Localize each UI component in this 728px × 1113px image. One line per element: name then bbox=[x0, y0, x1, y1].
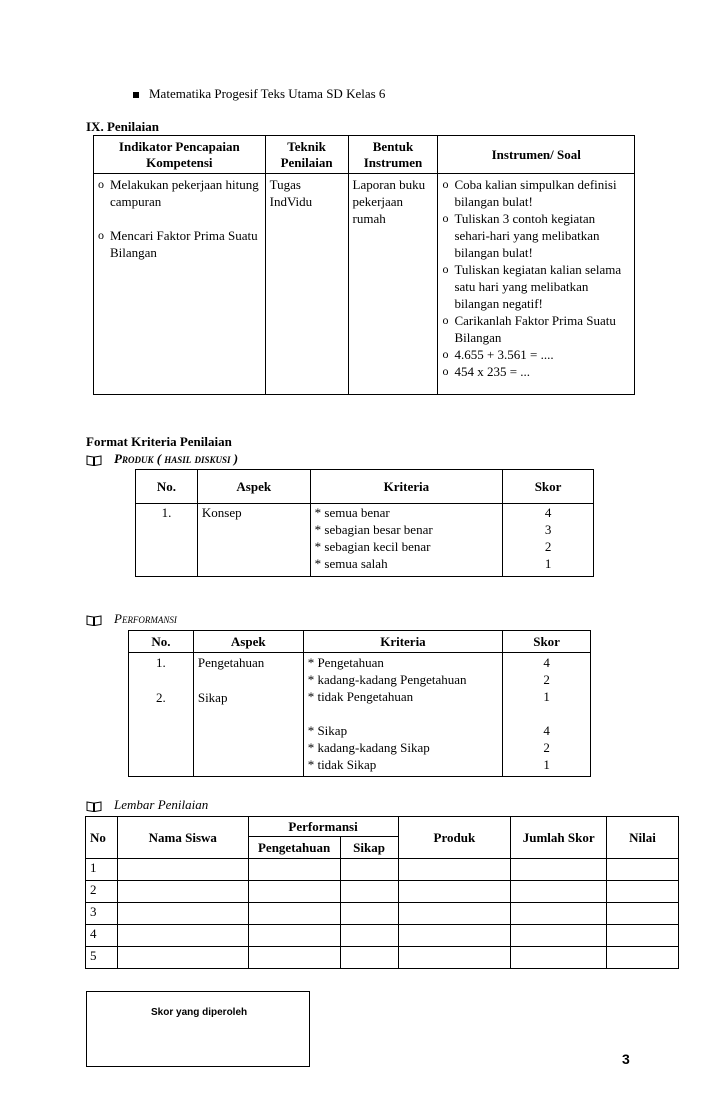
produk-header-kriteria: Kriteria bbox=[310, 470, 503, 504]
perf-no: 2. bbox=[156, 690, 166, 705]
indikator-cell bbox=[94, 174, 266, 395]
top-bullet bbox=[133, 86, 385, 102]
header-soal: Instrumen/ Soal bbox=[438, 136, 635, 174]
section-title: IX. Penilaian bbox=[86, 119, 159, 134]
perf-aspek: Sikap bbox=[197, 690, 228, 705]
kriteria-line: * Pengetahuan bbox=[307, 655, 384, 670]
perf-kriteria-cell bbox=[303, 653, 502, 777]
book-icon bbox=[86, 801, 102, 812]
table-row bbox=[129, 653, 591, 777]
skor-box-label: Skor yang diperoleh bbox=[151, 1007, 248, 1018]
soal-item: o Tuliskan 3 contoh kegiatan sehari-hari yang melibatkan bilangan bulat! bbox=[442, 210, 630, 261]
soal-item: o Coba kalian simpulkan definisi bilangan bulat! bbox=[442, 176, 630, 210]
lembar-header-nama: Nama Siswa bbox=[117, 817, 248, 859]
performansi-label: Performansi bbox=[114, 611, 177, 626]
lembar-heading bbox=[86, 797, 208, 813]
soal-item: o 454 x 235 = ... bbox=[442, 363, 630, 380]
lembar-header-produk: Produk bbox=[398, 817, 511, 859]
indikator-item: o Melakukan pekerjaan hitung campuran bbox=[98, 176, 261, 210]
row-no: 2 bbox=[86, 881, 118, 903]
lembar-header-sikap: Sikap bbox=[340, 837, 398, 859]
assessment-table bbox=[93, 135, 635, 395]
performansi-table bbox=[128, 630, 591, 777]
kriteria-line: * tidak Sikap bbox=[307, 757, 377, 772]
produk-header-skor: Skor bbox=[503, 470, 594, 504]
perf-aspek-cell bbox=[193, 653, 303, 777]
skor-value: 1 bbox=[544, 556, 552, 571]
teknik-cell: Tugas IndVidu bbox=[265, 174, 348, 395]
header-bentuk: Bentuk Instrumen bbox=[348, 136, 438, 174]
bentuk-cell: Laporan buku pekerjaan rumah bbox=[348, 174, 438, 395]
skor-value: 1 bbox=[543, 689, 550, 704]
row-no: 1 bbox=[86, 859, 118, 881]
kriteria-line: * sebagian besar benar bbox=[314, 522, 433, 537]
lembar-header-performansi: Performansi bbox=[248, 817, 398, 837]
table-row bbox=[86, 881, 679, 903]
skor-value: 2 bbox=[543, 740, 550, 755]
table-row bbox=[86, 925, 679, 947]
skor-box bbox=[86, 991, 310, 1067]
perf-header-no: No. bbox=[129, 631, 194, 653]
produk-table bbox=[135, 469, 594, 577]
book-icon bbox=[86, 615, 102, 626]
produk-label: Produk ( hasil diskusi ) bbox=[114, 451, 239, 466]
skor-value: 2 bbox=[543, 672, 550, 687]
skor-value: 4 bbox=[544, 505, 552, 520]
skor-value: 1 bbox=[543, 757, 550, 772]
kriteria-line: * semua benar bbox=[314, 505, 390, 520]
perf-no-cell bbox=[129, 653, 194, 777]
skor-value: 2 bbox=[544, 539, 552, 554]
soal-cell bbox=[438, 174, 635, 395]
produk-aspek: Konsep bbox=[197, 504, 310, 577]
lembar-table bbox=[85, 816, 679, 969]
table-row bbox=[86, 859, 679, 881]
skor-value: 4 bbox=[543, 723, 550, 738]
kriteria-line: * kadang-kadang Sikap bbox=[307, 740, 430, 755]
perf-header-skor: Skor bbox=[503, 631, 591, 653]
perf-header-kriteria: Kriteria bbox=[303, 631, 502, 653]
kriteria-line: * semua salah bbox=[314, 556, 388, 571]
kriteria-line: * Sikap bbox=[307, 723, 348, 738]
table-row bbox=[86, 903, 679, 925]
lembar-header-jumlah: Jumlah Skor bbox=[511, 817, 607, 859]
square-bullet-icon bbox=[133, 92, 139, 98]
kriteria-line: * tidak Pengetahuan bbox=[307, 689, 414, 704]
table-row bbox=[136, 504, 594, 577]
book-icon bbox=[86, 455, 102, 466]
produk-header-aspek: Aspek bbox=[197, 470, 310, 504]
skor-value: 3 bbox=[544, 522, 552, 537]
format-title: Format Kriteria Penilaian bbox=[86, 434, 232, 449]
indikator-item: o Mencari Faktor Prima Suatu Bilangan bbox=[98, 227, 261, 261]
perf-no: 1. bbox=[156, 655, 166, 670]
produk-heading bbox=[86, 451, 238, 467]
kriteria-line: * kadang-kadang Pengetahuan bbox=[307, 672, 467, 687]
performansi-heading bbox=[86, 611, 177, 627]
soal-item: o Tuliskan kegiatan kalian selama satu hari yang melibatkan bilangan negatif! bbox=[442, 261, 630, 312]
top-bullet-text: Matematika Progesif Teks Utama SD Kelas 6 bbox=[149, 86, 386, 101]
lembar-header-nilai: Nilai bbox=[607, 817, 679, 859]
header-teknik: Teknik Penilaian bbox=[265, 136, 348, 174]
lembar-header-pengetahuan: Pengetahuan bbox=[248, 837, 340, 859]
produk-no: 1. bbox=[136, 504, 198, 577]
row-no: 5 bbox=[86, 947, 118, 969]
perf-header-aspek: Aspek bbox=[193, 631, 303, 653]
lembar-header-no: No bbox=[86, 817, 118, 859]
skor-value: 4 bbox=[543, 655, 550, 670]
produk-skor bbox=[503, 504, 594, 577]
page-number: 3 bbox=[622, 1051, 630, 1067]
row-no: 3 bbox=[86, 903, 118, 925]
perf-skor-cell bbox=[503, 653, 591, 777]
perf-aspek: Pengetahuan bbox=[197, 655, 265, 670]
lembar-label: Lembar Penilaian bbox=[114, 797, 209, 812]
kriteria-line: * sebagian kecil benar bbox=[314, 539, 431, 554]
soal-item: o 4.655 + 3.561 = .... bbox=[442, 346, 630, 363]
table-row bbox=[86, 947, 679, 969]
row-no: 4 bbox=[86, 925, 118, 947]
header-indikator: Indikator Pencapaian Kompetensi bbox=[94, 136, 266, 174]
soal-item: o Carikanlah Faktor Prima Suatu Bilangan bbox=[442, 312, 630, 346]
produk-kriteria bbox=[310, 504, 503, 577]
produk-header-no: No. bbox=[136, 470, 198, 504]
